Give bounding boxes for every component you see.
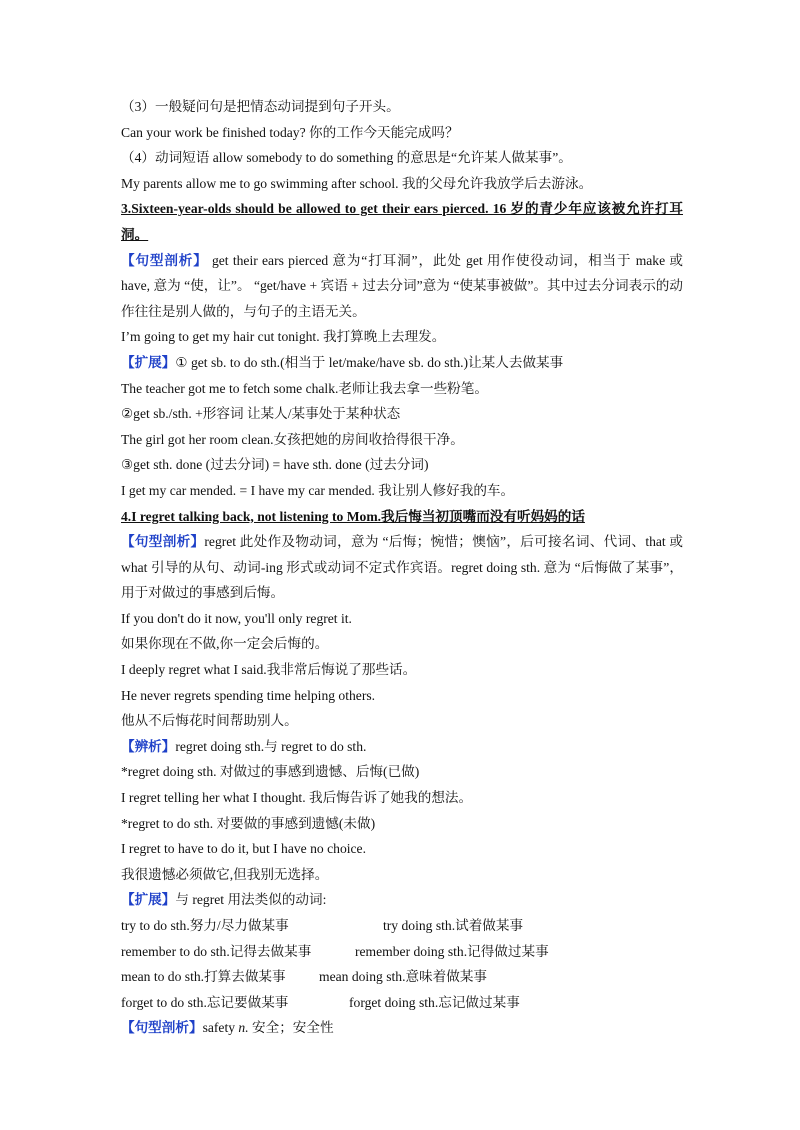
paragraph-text: 安全；安全性 xyxy=(248,1020,334,1036)
paragraph-text: 与 regret 用法类似的动词: xyxy=(175,892,327,908)
text-line: 我很遗憾必须做它,但我别无选择。 xyxy=(121,866,329,882)
paragraph xyxy=(121,350,683,376)
paragraph-text: regret 此处作及物动词，意为 “后悔；惋惜；懊恼”，后可接名词、代词、that 或 what 引导的从句、动词-ing 形式或动词不定式作宾语。regret doing sth. 意为 “后悔做了某事”，用于对做过的事感到后悔。 xyxy=(121,534,683,601)
verb-pair-left: try to do sth.努力/尽力做某事 xyxy=(121,918,289,933)
text-line: I regret telling her what I thought. 我后悔告诉了她我的想法。 xyxy=(121,790,473,806)
tag-label: 【句型剖析】 xyxy=(121,252,208,268)
text-line: *regret doing sth. 对做过的事感到遗憾、后悔(已做) xyxy=(121,764,420,780)
text-line: 如果你现在不做,你一定会后悔的。 xyxy=(121,636,329,652)
text-line: If you don't do it now, you'll only regret it. xyxy=(121,610,352,626)
text-line: The teacher got me to fetch some chalk.老师让我去拿一些粉笔。 xyxy=(121,380,488,396)
text-line: I’m going to get my hair cut tonight. 我打算晚上去理发。 xyxy=(121,329,446,345)
verb-pair-left: forget to do sth.忘记要做某事 xyxy=(121,994,289,1010)
document-page xyxy=(121,94,683,1041)
verb-pair-right: mean doing sth.意味着做某事 xyxy=(319,969,488,985)
paragraph-text: regret doing sth.与 regret to do sth. xyxy=(175,738,367,754)
text-line: （3）一般疑问句是把情态动词提到句子开头。 xyxy=(121,99,400,114)
tag-label: 【扩展】 xyxy=(121,354,176,370)
text-line: ②get sb./sth. +形容词 让某人/某事处于某种状态 xyxy=(121,406,401,422)
text-line: My parents allow me to go swimming after school. 我的父母允许我放学后去游泳。 xyxy=(121,175,593,191)
word: safety xyxy=(202,1020,239,1036)
paragraph xyxy=(121,529,683,606)
verb-pair-row xyxy=(121,990,683,1016)
text-line: Can your work be finished today? 你的工作今天能完成吗？ xyxy=(121,124,459,140)
text-line: I deeply regret what I said.我非常后悔说了那些话。 xyxy=(121,662,417,678)
section-heading-3: 3.Sixteen-year-olds should be allowed to get their ears pierced. 16 岁的青少年应该被允许打耳洞。 xyxy=(121,201,683,242)
verb-pair-row xyxy=(121,913,683,939)
text-line: The girl got her room clean.女孩把她的房间收拾得很干净。 xyxy=(121,431,464,447)
text-line: ③get sth. done (过去分词) = have sth. done (过去分词) xyxy=(121,457,429,473)
paragraph xyxy=(121,248,683,325)
paragraph xyxy=(121,1015,683,1041)
verb-pair-row xyxy=(121,964,683,990)
tag-label: 【辨析】 xyxy=(121,738,176,754)
text-line: （4）动词短语 allow somebody to do something 的意思是“允许某人做某事”。 xyxy=(121,150,572,166)
tag-label: 【扩展】 xyxy=(121,892,176,908)
verb-pair-right: forget doing sth.忘记做过某事 xyxy=(349,994,520,1010)
verb-pair-row xyxy=(121,939,683,965)
tag-label: 【句型剖析】 xyxy=(121,1020,203,1036)
text-line: 他从不后悔花时间帮助别人。 xyxy=(121,713,298,729)
tag-label: 【句型剖析】 xyxy=(121,534,205,550)
text-line: I regret to have to do it, but I have no choice. xyxy=(121,841,366,857)
paragraph-text: ① get sb. to do sth.(相当于 let/make/have sb. do sth.)让某人去做某事 xyxy=(175,354,564,370)
verb-pair-left: remember to do sth.记得去做某事 xyxy=(121,943,312,959)
verb-pair-left: mean to do sth.打算去做某事 xyxy=(121,969,286,985)
paragraph-text: get their ears pierced 意为“打耳洞”，此处 get 用作使役动词，相当于 make 或 have, 意为 “使，让”。 “get/have + 宾语 + 过去分词”意为 “使某事被做”。其中过去分词表示的动作往往是别人做的，与句子的主语无关。 xyxy=(121,252,683,319)
part-of-speech: n. xyxy=(238,1020,249,1036)
paragraph xyxy=(121,734,683,760)
paragraph xyxy=(121,887,683,913)
text-line: He never regrets spending time helping others. xyxy=(121,687,376,703)
text-line: I get my car mended. = I have my car mended. 我让别人修好我的车。 xyxy=(121,482,515,498)
verb-pair-right: try doing sth.试着做某事 xyxy=(383,918,524,933)
verb-pair-right: remember doing sth.记得做过某事 xyxy=(355,943,549,959)
section-heading-4: 4.I regret talking back, not listening to Mom.我后悔当初顶嘴而没有听妈妈的话 xyxy=(121,508,585,524)
text-line: *regret to do sth. 对要做的事感到遗憾(未做) xyxy=(121,815,376,831)
